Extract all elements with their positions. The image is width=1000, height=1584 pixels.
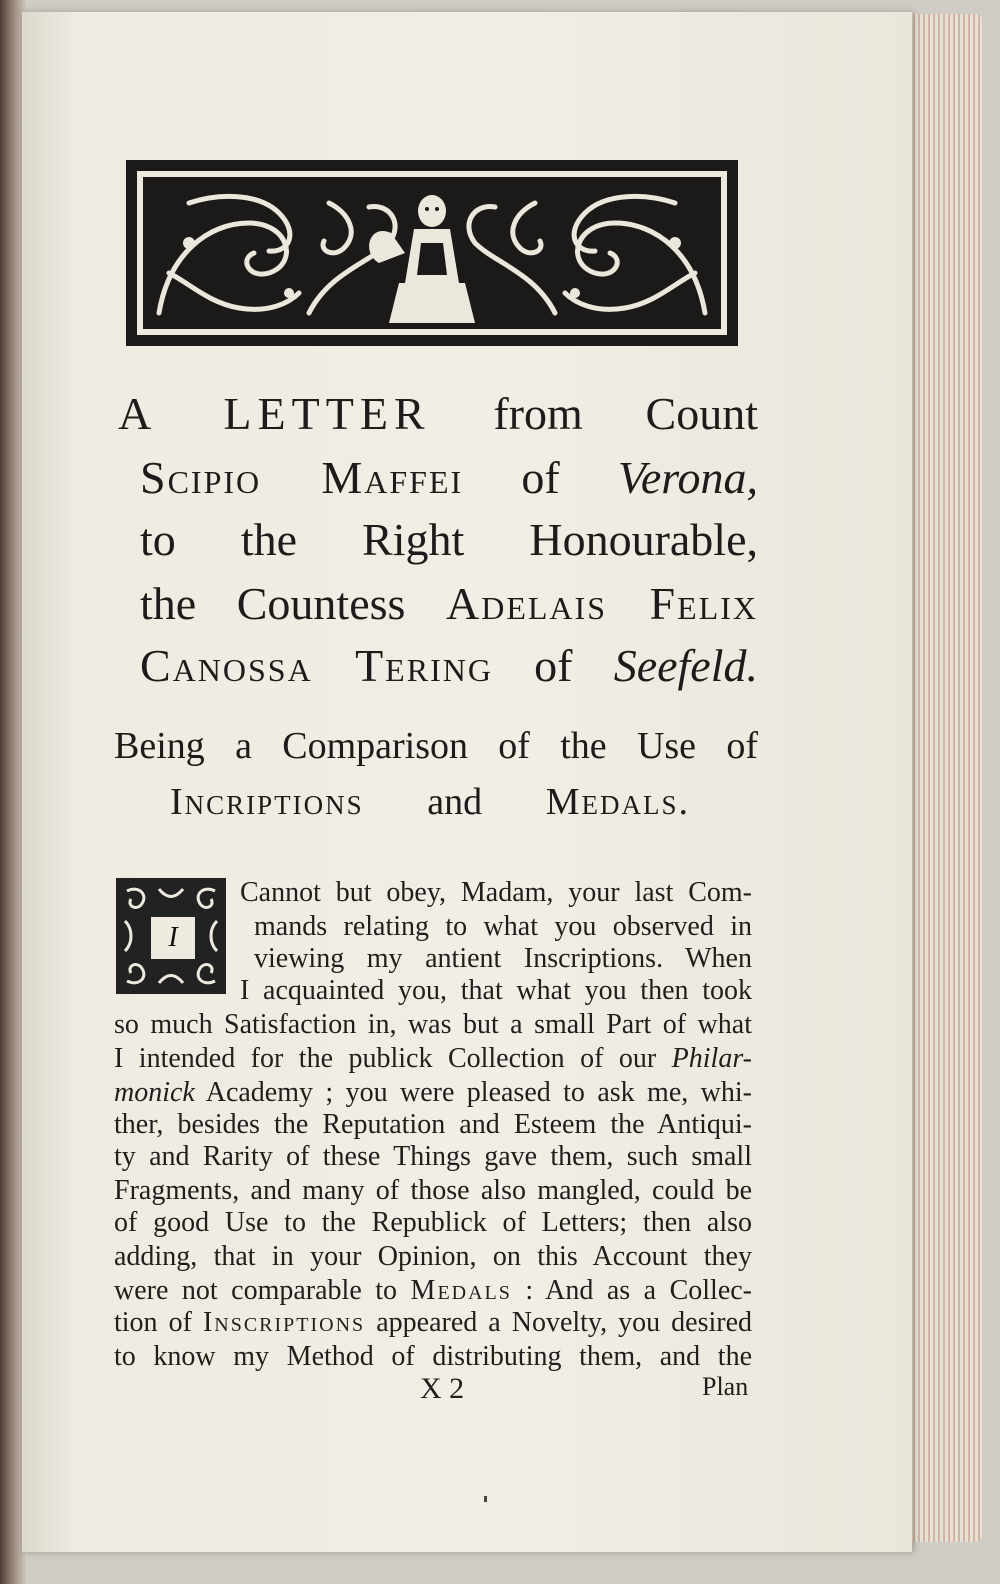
title-from-count: from Count [493,388,758,439]
title-line-5 [140,638,758,694]
title-of-2: of [534,640,573,691]
body-line-14 [114,1306,752,1339]
body-line-5: so much Satisfaction in, was but a small Part of what [114,1009,752,1040]
body-line-8: ther, besides the Reputation and Esteem the Antiqui- [114,1109,752,1140]
title-adelais-felix: Adelais Felix [446,578,758,629]
body-line-13 [114,1274,752,1307]
title-canossa-tering: Canossa Tering [140,640,493,691]
body-line-12: adding, that in your Opinion, on this Account they [114,1241,752,1272]
subtitle-incriptions: Incriptions [170,781,364,823]
body-line-7-text: Academy ; you were pleased to ask me, whi- [205,1077,752,1108]
page-edges [900,14,982,1542]
body-line-14-a: tion of [114,1307,192,1338]
signature-mark: X 2 [420,1372,465,1405]
initial-letter: I [149,915,197,961]
subtitle-line-2 [170,778,690,826]
headpiece-ornament [129,163,735,343]
body-line-10: Fragments, and many of those also mangled, could be [114,1175,752,1206]
body-line-2: mands relating to what you observed in [254,911,752,942]
title-honourable: to the Right Honourable, [140,514,758,565]
ornamental-headpiece [126,160,738,346]
body-line-1: Cannot but obey, Madam, your last Com- [240,877,752,908]
body-line-3: viewing my antient Inscriptions. When [254,943,752,974]
body-line-6-philar: Philar- [671,1043,752,1074]
subtitle-and: and [427,781,483,823]
catchword: Plan [702,1372,749,1401]
title-countess: the Countess [140,578,406,629]
title-verona: Verona, [617,452,759,503]
book-page [22,12,912,1552]
body-line-7 [114,1076,752,1109]
subtitle-comparison: Being a Comparison of the Use of [114,725,758,767]
body-line-14-inscriptions: Inscriptions [202,1307,366,1338]
body-line-4: I acquainted you, that what you then took [240,975,752,1006]
body-line-6-text: I intended for the publick Collection of our [114,1043,657,1074]
title-line-1 [118,386,758,442]
body-line-13-medals: Medals [410,1275,512,1306]
subtitle-medals: Medals. [545,781,691,823]
page-mark [484,1496,487,1502]
title-line-4 [140,576,758,632]
body-line-13-c: : And as a Collec- [525,1275,752,1306]
body-line-6 [114,1042,752,1075]
body-line-15: to know my Method of distributing them, and the [114,1341,752,1372]
body-line-11: of good Use to the Republick of Letters; then also [114,1207,752,1238]
body-line-13-a: were not comparable to [114,1275,398,1306]
decorated-initial [116,878,226,994]
title-seefeld: Seefeld. [613,640,758,691]
body-line-7-monick: monick [114,1077,195,1108]
title-line-2 [140,450,758,506]
title-of-1: of [521,452,560,503]
body-line-9: ty and Rarity of these Things gave them, such small [114,1141,752,1172]
subtitle-line-1 [114,722,758,770]
title-letter-word: A LETTER [118,388,431,439]
title-line-3 [140,512,758,568]
title-name-scipio: Scipio Maffei [140,452,464,503]
body-line-14-c: appeared a Novelty, you desired [376,1307,753,1338]
